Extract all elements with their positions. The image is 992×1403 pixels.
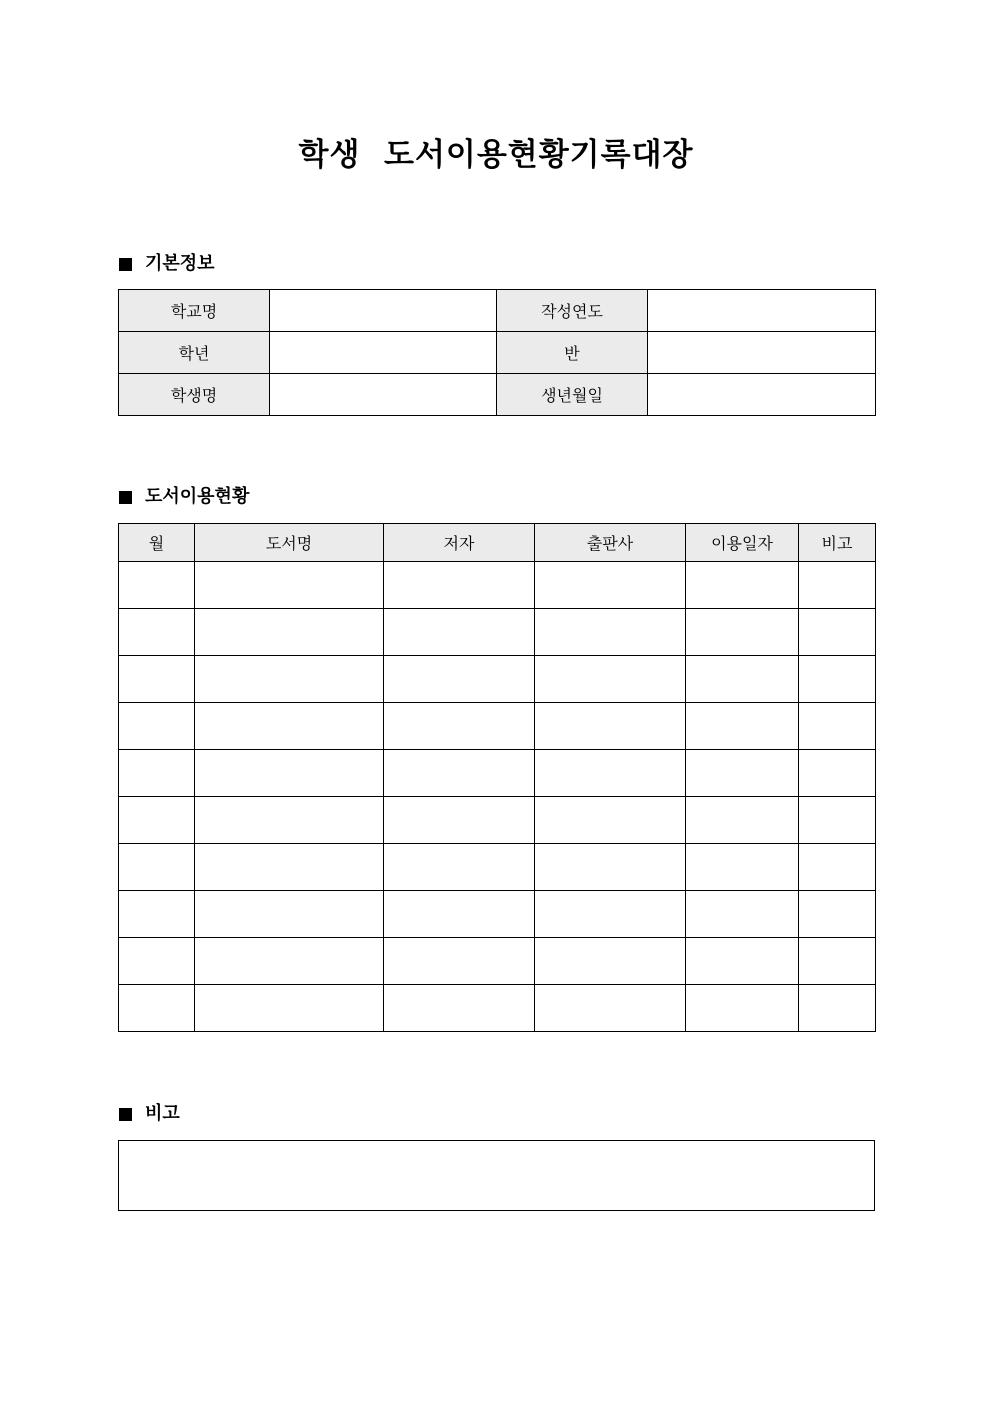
table-row xyxy=(119,891,876,938)
column-header-month: 월 xyxy=(119,524,195,562)
school-name-field[interactable] xyxy=(270,290,497,332)
author-cell[interactable] xyxy=(384,609,535,656)
month-cell[interactable] xyxy=(119,609,195,656)
usage-date-cell[interactable] xyxy=(686,609,799,656)
author-cell[interactable] xyxy=(384,891,535,938)
remarks-cell[interactable] xyxy=(799,656,876,703)
publisher-cell[interactable] xyxy=(535,844,686,891)
author-cell[interactable] xyxy=(384,703,535,750)
book-title-cell[interactable] xyxy=(195,844,384,891)
table-row xyxy=(119,985,876,1032)
book-title-cell[interactable] xyxy=(195,938,384,985)
book-title-cell[interactable] xyxy=(195,609,384,656)
year-written-label: 작성연도 xyxy=(497,290,648,332)
author-cell[interactable] xyxy=(384,656,535,703)
remarks-cell[interactable] xyxy=(799,562,876,609)
reading-status-heading xyxy=(119,484,249,510)
author-cell[interactable] xyxy=(384,985,535,1032)
book-title-cell[interactable] xyxy=(195,891,384,938)
month-cell[interactable] xyxy=(119,562,195,609)
basic-info-heading xyxy=(119,251,215,277)
column-header-publisher: 출판사 xyxy=(535,524,686,562)
remarks-cell[interactable] xyxy=(799,938,876,985)
class-field[interactable] xyxy=(648,332,876,374)
grade-label: 학년 xyxy=(119,332,270,374)
month-cell[interactable] xyxy=(119,985,195,1032)
usage-date-cell[interactable] xyxy=(686,750,799,797)
table-row xyxy=(119,797,876,844)
remarks-cell[interactable] xyxy=(799,844,876,891)
usage-date-cell[interactable] xyxy=(686,562,799,609)
usage-date-cell[interactable] xyxy=(686,891,799,938)
publisher-cell[interactable] xyxy=(535,656,686,703)
remarks-heading-label: 비고 xyxy=(145,1103,180,1124)
remarks-heading xyxy=(119,1101,180,1127)
month-cell[interactable] xyxy=(119,844,195,891)
column-header-book-title: 도서명 xyxy=(195,524,384,562)
book-title-cell[interactable] xyxy=(195,703,384,750)
remarks-box[interactable] xyxy=(118,1140,875,1211)
birth-date-label: 생년월일 xyxy=(497,374,648,416)
table-row xyxy=(119,562,876,609)
book-title-cell[interactable] xyxy=(195,562,384,609)
publisher-cell[interactable] xyxy=(535,891,686,938)
reading-status-body xyxy=(119,562,876,1032)
publisher-cell[interactable] xyxy=(535,938,686,985)
table-row xyxy=(119,703,876,750)
month-cell[interactable] xyxy=(119,703,195,750)
birth-date-field[interactable] xyxy=(648,374,876,416)
table-row xyxy=(119,609,876,656)
table-row xyxy=(119,844,876,891)
publisher-cell[interactable] xyxy=(535,797,686,844)
class-label: 반 xyxy=(497,332,648,374)
student-name-label: 학생명 xyxy=(119,374,270,416)
table-row xyxy=(119,750,876,797)
table-row xyxy=(119,656,876,703)
grade-field[interactable] xyxy=(270,332,497,374)
column-header-author: 저자 xyxy=(384,524,535,562)
book-title-cell[interactable] xyxy=(195,797,384,844)
month-cell[interactable] xyxy=(119,797,195,844)
usage-date-cell[interactable] xyxy=(686,797,799,844)
square-bullet-icon xyxy=(119,1108,132,1121)
publisher-cell[interactable] xyxy=(535,609,686,656)
usage-date-cell[interactable] xyxy=(686,703,799,750)
table-row xyxy=(119,290,876,332)
usage-date-cell[interactable] xyxy=(686,985,799,1032)
author-cell[interactable] xyxy=(384,938,535,985)
year-written-field[interactable] xyxy=(648,290,876,332)
book-title-cell[interactable] xyxy=(195,985,384,1032)
remarks-cell[interactable] xyxy=(799,797,876,844)
basic-info-heading-label: 기본정보 xyxy=(145,253,215,274)
table-row xyxy=(119,332,876,374)
basic-info-table xyxy=(118,289,876,416)
author-cell[interactable] xyxy=(384,844,535,891)
author-cell[interactable] xyxy=(384,562,535,609)
month-cell[interactable] xyxy=(119,938,195,985)
month-cell[interactable] xyxy=(119,656,195,703)
usage-date-cell[interactable] xyxy=(686,938,799,985)
column-header-remarks: 비고 xyxy=(799,524,876,562)
square-bullet-icon xyxy=(119,258,132,271)
author-cell[interactable] xyxy=(384,750,535,797)
remarks-cell[interactable] xyxy=(799,609,876,656)
usage-date-cell[interactable] xyxy=(686,656,799,703)
student-name-field[interactable] xyxy=(270,374,497,416)
usage-date-cell[interactable] xyxy=(686,844,799,891)
table-header-row xyxy=(119,524,876,562)
remarks-cell[interactable] xyxy=(799,750,876,797)
publisher-cell[interactable] xyxy=(535,750,686,797)
author-cell[interactable] xyxy=(384,797,535,844)
publisher-cell[interactable] xyxy=(535,985,686,1032)
publisher-cell[interactable] xyxy=(535,562,686,609)
document-title: 학생 도서이용현황기록대장 xyxy=(298,137,694,173)
column-header-usage-date: 이용일자 xyxy=(686,524,799,562)
square-bullet-icon xyxy=(119,491,132,504)
remarks-cell[interactable] xyxy=(799,985,876,1032)
book-title-cell[interactable] xyxy=(195,656,384,703)
month-cell[interactable] xyxy=(119,891,195,938)
book-title-cell[interactable] xyxy=(195,750,384,797)
month-cell[interactable] xyxy=(119,750,195,797)
reading-status-table xyxy=(118,523,876,1032)
table-row xyxy=(119,374,876,416)
school-name-label: 학교명 xyxy=(119,290,270,332)
reading-status-heading-label: 도서이용현황 xyxy=(145,486,250,507)
table-row xyxy=(119,938,876,985)
remarks-cell[interactable] xyxy=(799,891,876,938)
publisher-cell[interactable] xyxy=(535,703,686,750)
remarks-cell[interactable] xyxy=(799,703,876,750)
